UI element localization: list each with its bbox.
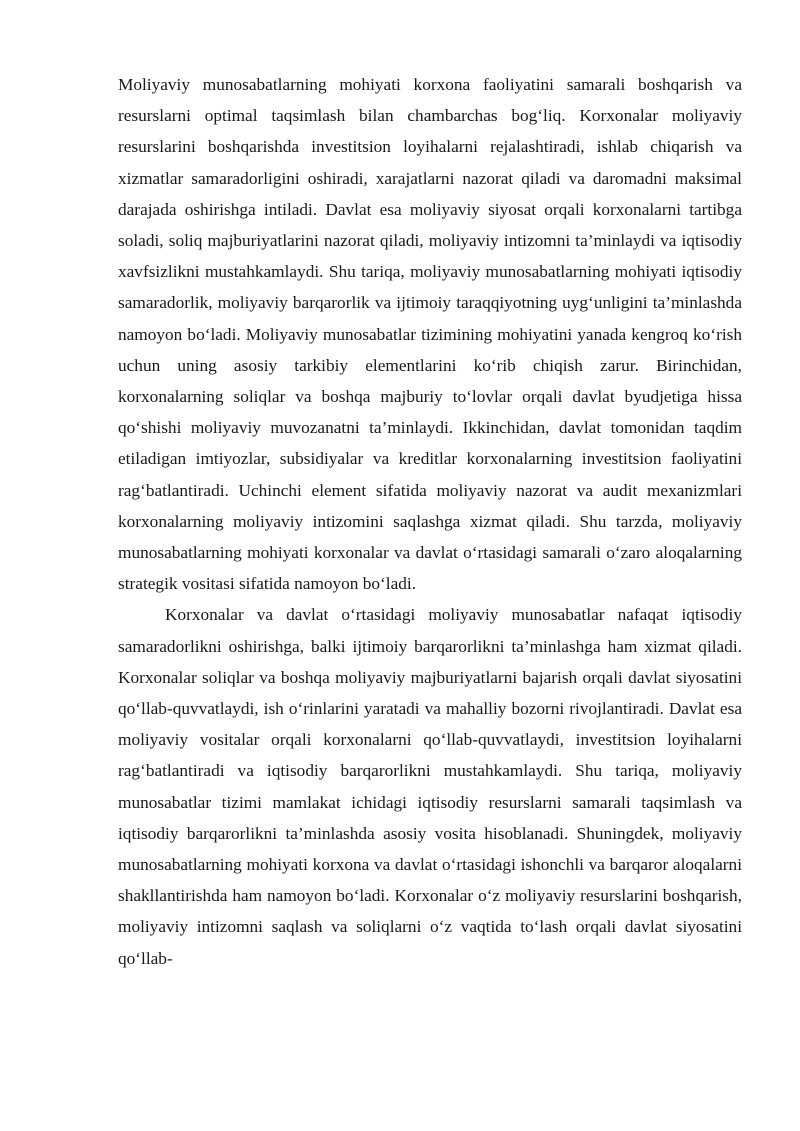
paragraph-1: Moliyaviy munosabatlarning mohiyati korxona faoliyatini samarali boshqarish va resurslarni optimal taqsimlash bilan chambarchas bog‘liq. Korxonalar moliyaviy resurslarini boshqarishda investitsion loyihalarni rejalashtiradi, ishlab chiqarish va xizmatlar samaradorligini oshiradi, xarajatlarni nazorat qiladi va daromadni maksimal darajada oshirishga intiladi. Davlat esa moliyaviy siyosat orqali korxonalarni tartibga soladi, soliq majburiyatlarini nazorat qiladi, moliyaviy intizomni ta’minlaydi va iqtisodiy xavfsizlikni mustahkamlaydi. Shu tariqa, moliyaviy munosabatlarning mohiyati iqtisodiy samaradorlik, moliyaviy barqarorlik va ijtimoiy taraqqiyotning uyg‘unligini ta’minlashda namoyon bo‘ladi. Moliyaviy munosabatlar tizimining mohiyatini yanada kengroq ko‘rish uchun uning asosiy tarkibiy elementlarini ko‘rib chiqish zarur. Birinchidan, korxonalarning soliqlar va boshqa majburiy to‘lovlar orqali davlat byudjetiga hissa qo‘shishi moliyaviy muvozanatni ta’minlaydi. Ikkinchidan, davlat tomonidan taqdim etiladigan imtiyozlar, subsidiyalar va kreditlar korxonalarning investitsion faoliyatini rag‘batlantiradi. Uchinchi element sifatida moliyaviy nazorat va audit mexanizmlari korxonalarning moliyaviy intizomini saqlashga xizmat qiladi. Shu tarzda, moliyaviy munosabatlarning mohiyati korxonalar va davlat o‘rtasidagi samarali o‘zaro aloqalarning strategik vositasi sifatida namoyon bo‘ladi. xyxy=(118,75,742,594)
paragraph-2: Korxonalar va davlat o‘rtasidagi moliyaviy munosabatlar nafaqat iqtisodiy samaradorlikni oshirishga, balki ijtimoiy barqarorlikni ta’minlashga ham xizmat qiladi. Korxonalar soliqlar va boshqa moliyaviy majburiyatlarni bajarish orqali davlat siyosatini qo‘llab-quvvatlaydi, ish o‘rinlarini yaratadi va mahalliy bozorni rivojlantiradi. Davlat esa moliyaviy vositalar orqali korxonalarni qo‘llab-quvvatlaydi, investitsion loyihalarni rag‘batlantiradi va iqtisodiy barqarorlikni mustahkamlaydi. Shu tariqa, moliyaviy munosabatlar tizimi mamlakat ichidagi iqtisodiy resurslarni samarali taqsimlash va iqtisodiy barqarorlikni ta’minlashda asosiy vosita hisoblanadi. Shuningdek, moliyaviy munosabatlarning mohiyati korxona va davlat o‘rtasidagi ishonchli va barqaror aloqalarni shakllantirishda ham namoyon bo‘ladi. Korxonalar o‘z moliyaviy resurslarini boshqarish, moliyaviy intizomni saqlash va soliqlarni o‘z vaqtida to‘lash orqali davlat siyosatini qo‘llab- xyxy=(118,605,742,968)
document-page xyxy=(118,69,742,974)
